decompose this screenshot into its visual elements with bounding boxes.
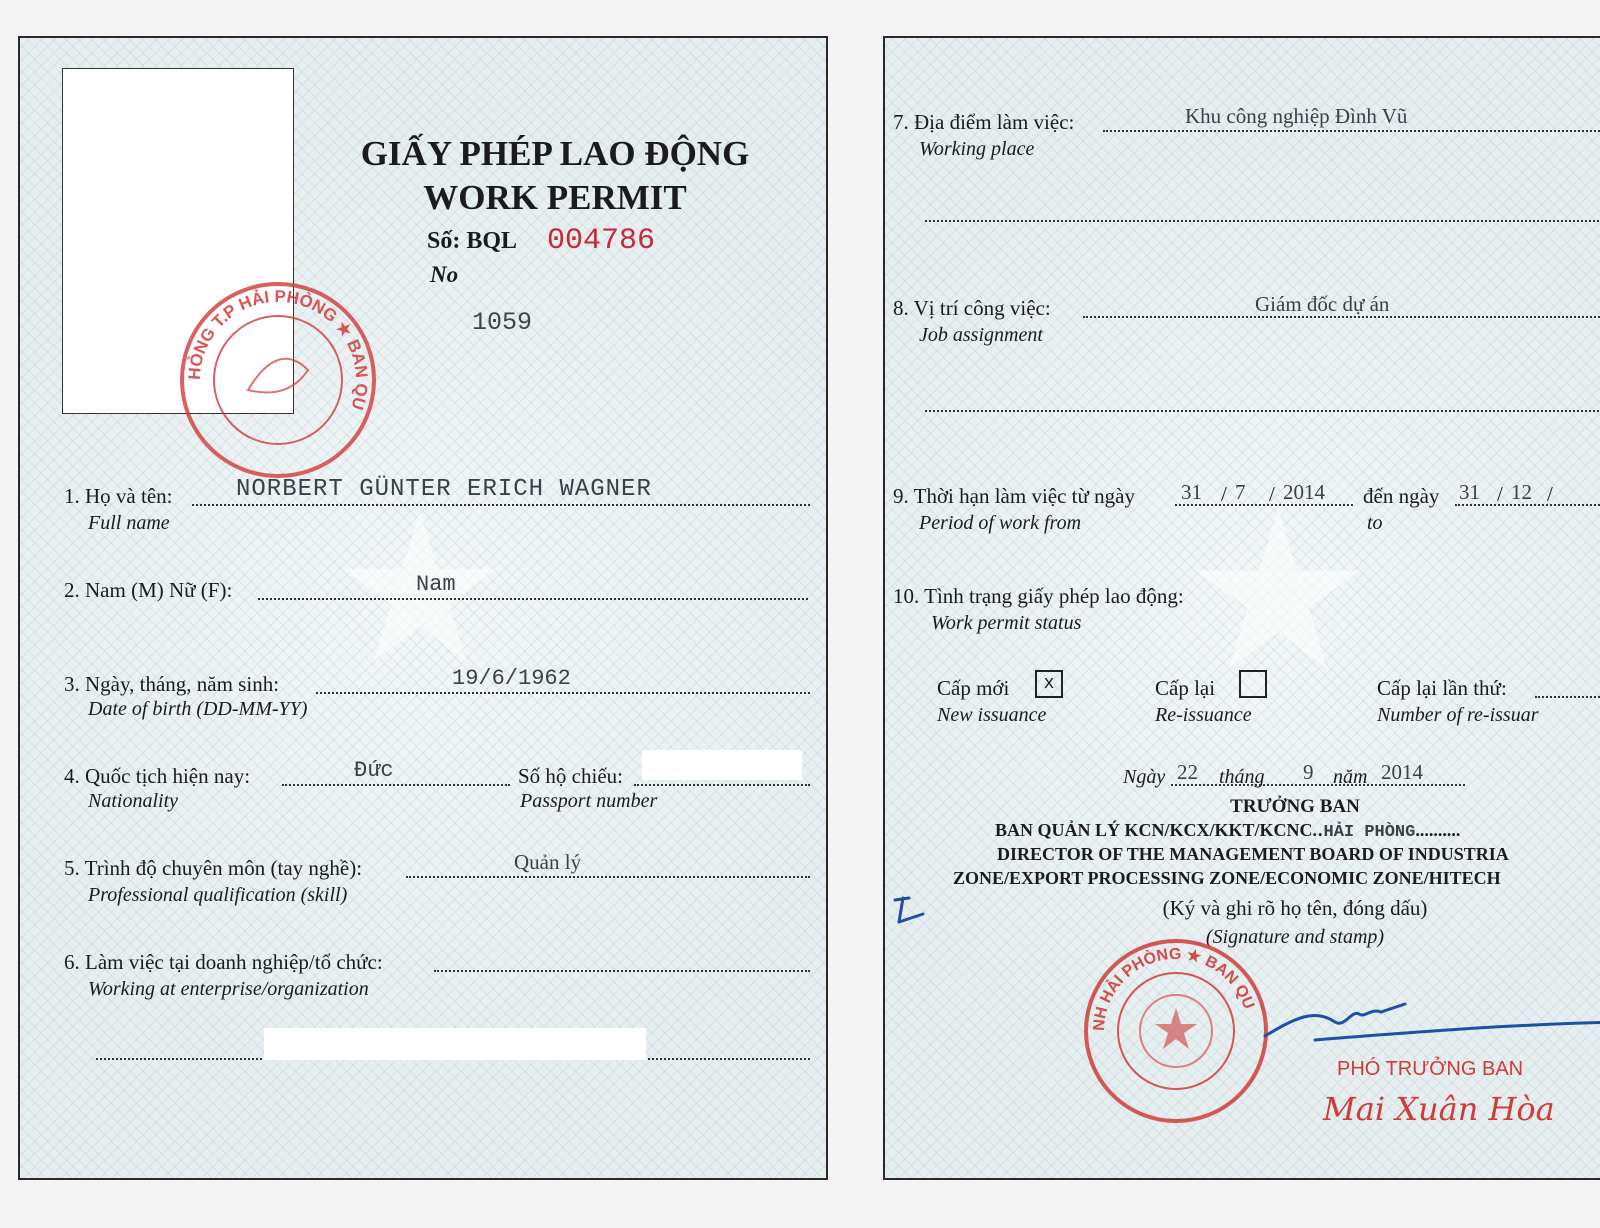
- re-issuance-label-en: Re-issuance: [1155, 704, 1252, 726]
- official-stamp-right: [1081, 936, 1271, 1126]
- signer-title: PHÓ TRƯỞNG BAN: [1337, 1058, 1524, 1080]
- field-3-label: 3. Ngày, tháng, năm sinh:: [64, 672, 280, 696]
- slash-3: /: [1497, 482, 1503, 506]
- field-6-label-en: Working at enterprise/organization: [88, 978, 369, 1000]
- period-from-day: 31: [1181, 480, 1202, 504]
- period-from-year: 2014: [1283, 480, 1325, 504]
- field-3-label-en: Date of birth (DD-MM-YY): [88, 698, 308, 720]
- new-issuance-label-en: New issuance: [937, 704, 1047, 726]
- field-4-label-en: Nationality: [88, 790, 178, 812]
- field-4-label: 4. Quốc tịch hiện nay:: [64, 764, 251, 788]
- re-issuance-checkbox[interactable]: [1239, 670, 1267, 698]
- authority-head-title: TRƯỞNG BAN: [1230, 796, 1360, 817]
- field-7-label-en: Working place: [919, 138, 1035, 160]
- field-10-label-en: Work permit status: [931, 612, 1082, 634]
- title-en: WORK PERMIT: [423, 178, 687, 217]
- field-5-dots: [406, 876, 810, 878]
- slash-1: /: [1221, 482, 1227, 506]
- date-year-value: 2014: [1381, 760, 1423, 784]
- authority-board-dots: ..: [1312, 820, 1324, 840]
- field-8-label: 8. Vị trí công việc:: [893, 296, 1051, 320]
- left-page: [18, 36, 828, 1180]
- stamp-right-text: NH HẢI PHÒNG ★ BAN QU: [1090, 945, 1258, 1032]
- authority-board: [995, 820, 1460, 842]
- job-assignment-value: Giám đốc dự án: [1255, 292, 1390, 316]
- sex-value: Nam: [416, 572, 456, 597]
- authority-en-line-1: DIRECTOR OF THE MANAGEMENT BOARD OF INDUSTRIA: [997, 844, 1509, 864]
- passport-redaction: [642, 750, 802, 780]
- field-1-dots: [192, 504, 810, 506]
- official-stamp-left: [178, 280, 378, 480]
- signature-mark: [1255, 988, 1600, 1058]
- slash-2: /: [1269, 482, 1275, 506]
- field-4-dots: [282, 784, 510, 786]
- field-6-dots: [434, 970, 810, 972]
- reissue-count-label: Cấp lại lần thứ:: [1377, 676, 1507, 700]
- field-1-label: 1. Họ và tên:: [64, 484, 173, 508]
- right-page: [883, 36, 1600, 1180]
- passport-label-en: Passport number: [520, 790, 658, 812]
- date-day-label: Ngày: [1123, 766, 1166, 788]
- field-2-dots: [258, 598, 808, 600]
- authority-board-dots-2: ..........: [1415, 820, 1461, 840]
- field-9-label-en: Period of work from: [919, 512, 1082, 534]
- authority-board-prefix: BAN QUẢN LÝ KCN/KCX/KKT/KCNC: [995, 820, 1313, 840]
- full-name-value: NORBERT GÜNTER ERICH WAGNER: [236, 476, 652, 503]
- field-1-label-en: Full name: [88, 512, 170, 534]
- field-5-label-en: Professional qualification (skill): [88, 884, 348, 906]
- slash-4: /: [1547, 482, 1553, 506]
- field-8-second-dots: [925, 410, 1600, 412]
- working-place-value: Khu công nghiệp Đình Vũ: [1185, 104, 1408, 128]
- field-7-dots: [1103, 130, 1600, 132]
- date-of-birth-value: 19/6/1962: [452, 666, 571, 691]
- reissue-count-dots: [1535, 696, 1600, 698]
- re-issuance-label: Cấp lại: [1155, 676, 1216, 700]
- field-9-label: 9. Thời hạn làm việc từ ngày: [893, 484, 1135, 508]
- field-7-label: 7. Địa điểm làm việc:: [893, 110, 1075, 134]
- signature-instruction-en: (Signature and stamp): [1205, 926, 1385, 948]
- date-month-value: 9: [1303, 760, 1314, 784]
- period-to-label: đến ngày: [1363, 484, 1440, 508]
- new-issuance-label: Cấp mới: [937, 676, 1010, 700]
- title-vi: GIẤY PHÉP LAO ĐỘNG: [360, 134, 750, 173]
- date-month-label: tháng: [1219, 766, 1265, 788]
- passport-dots: [634, 784, 810, 786]
- authority-board-value: HẢI PHÒNG: [1323, 823, 1416, 842]
- field-6-label: 6. Làm việc tại doanh nghiệp/tổ chức:: [64, 950, 383, 974]
- period-from-month: 7: [1235, 480, 1246, 504]
- permit-number-label-en: No: [430, 262, 459, 287]
- star-watermark-right: [1193, 506, 1363, 676]
- reissue-count-label-en: Number of re-issuar: [1377, 704, 1539, 726]
- permit-number: 004786: [547, 224, 656, 258]
- field-10-label: 10. Tình trạng giấy phép lao động:: [893, 584, 1184, 608]
- stamp-left-text: HÒNG T.P HẢI PHÒNG ★ BAN QU: [184, 286, 372, 412]
- field-7-second-dots: [925, 220, 1600, 222]
- period-to-label-en: to: [1367, 512, 1383, 534]
- passport-label: Số hộ chiếu:: [518, 764, 623, 788]
- field-3-dots: [316, 692, 810, 694]
- nationality-value: Đức: [354, 758, 394, 783]
- period-to-day: 31: [1459, 480, 1480, 504]
- enterprise-redaction: [264, 1028, 646, 1060]
- field-2-label: 2. Nam (M) Nữ (F):: [64, 578, 233, 602]
- field-8-label-en: Job assignment: [919, 324, 1043, 346]
- permit-number-label: Số: BQL: [427, 228, 518, 254]
- date-day-value: 22: [1177, 760, 1198, 784]
- period-to-month: 12: [1511, 480, 1532, 504]
- qualification-value: Quản lý: [514, 850, 582, 874]
- date-year-label: năm: [1333, 766, 1368, 788]
- signature-instruction-vi: (Ký và ghi rõ họ tên, đóng dấu): [1162, 896, 1428, 920]
- initial-mark: [889, 890, 929, 930]
- book-number: 1059: [472, 308, 533, 337]
- signer-name: Mai Xuân Hòa: [1323, 1090, 1555, 1128]
- field-5-label: 5. Trình độ chuyên môn (tay nghề):: [64, 856, 363, 880]
- new-issuance-checkbox[interactable]: x: [1035, 670, 1063, 698]
- authority-en-line-2: ZONE/EXPORT PROCESSING ZONE/ECONOMIC ZONE/HITECH: [953, 868, 1501, 888]
